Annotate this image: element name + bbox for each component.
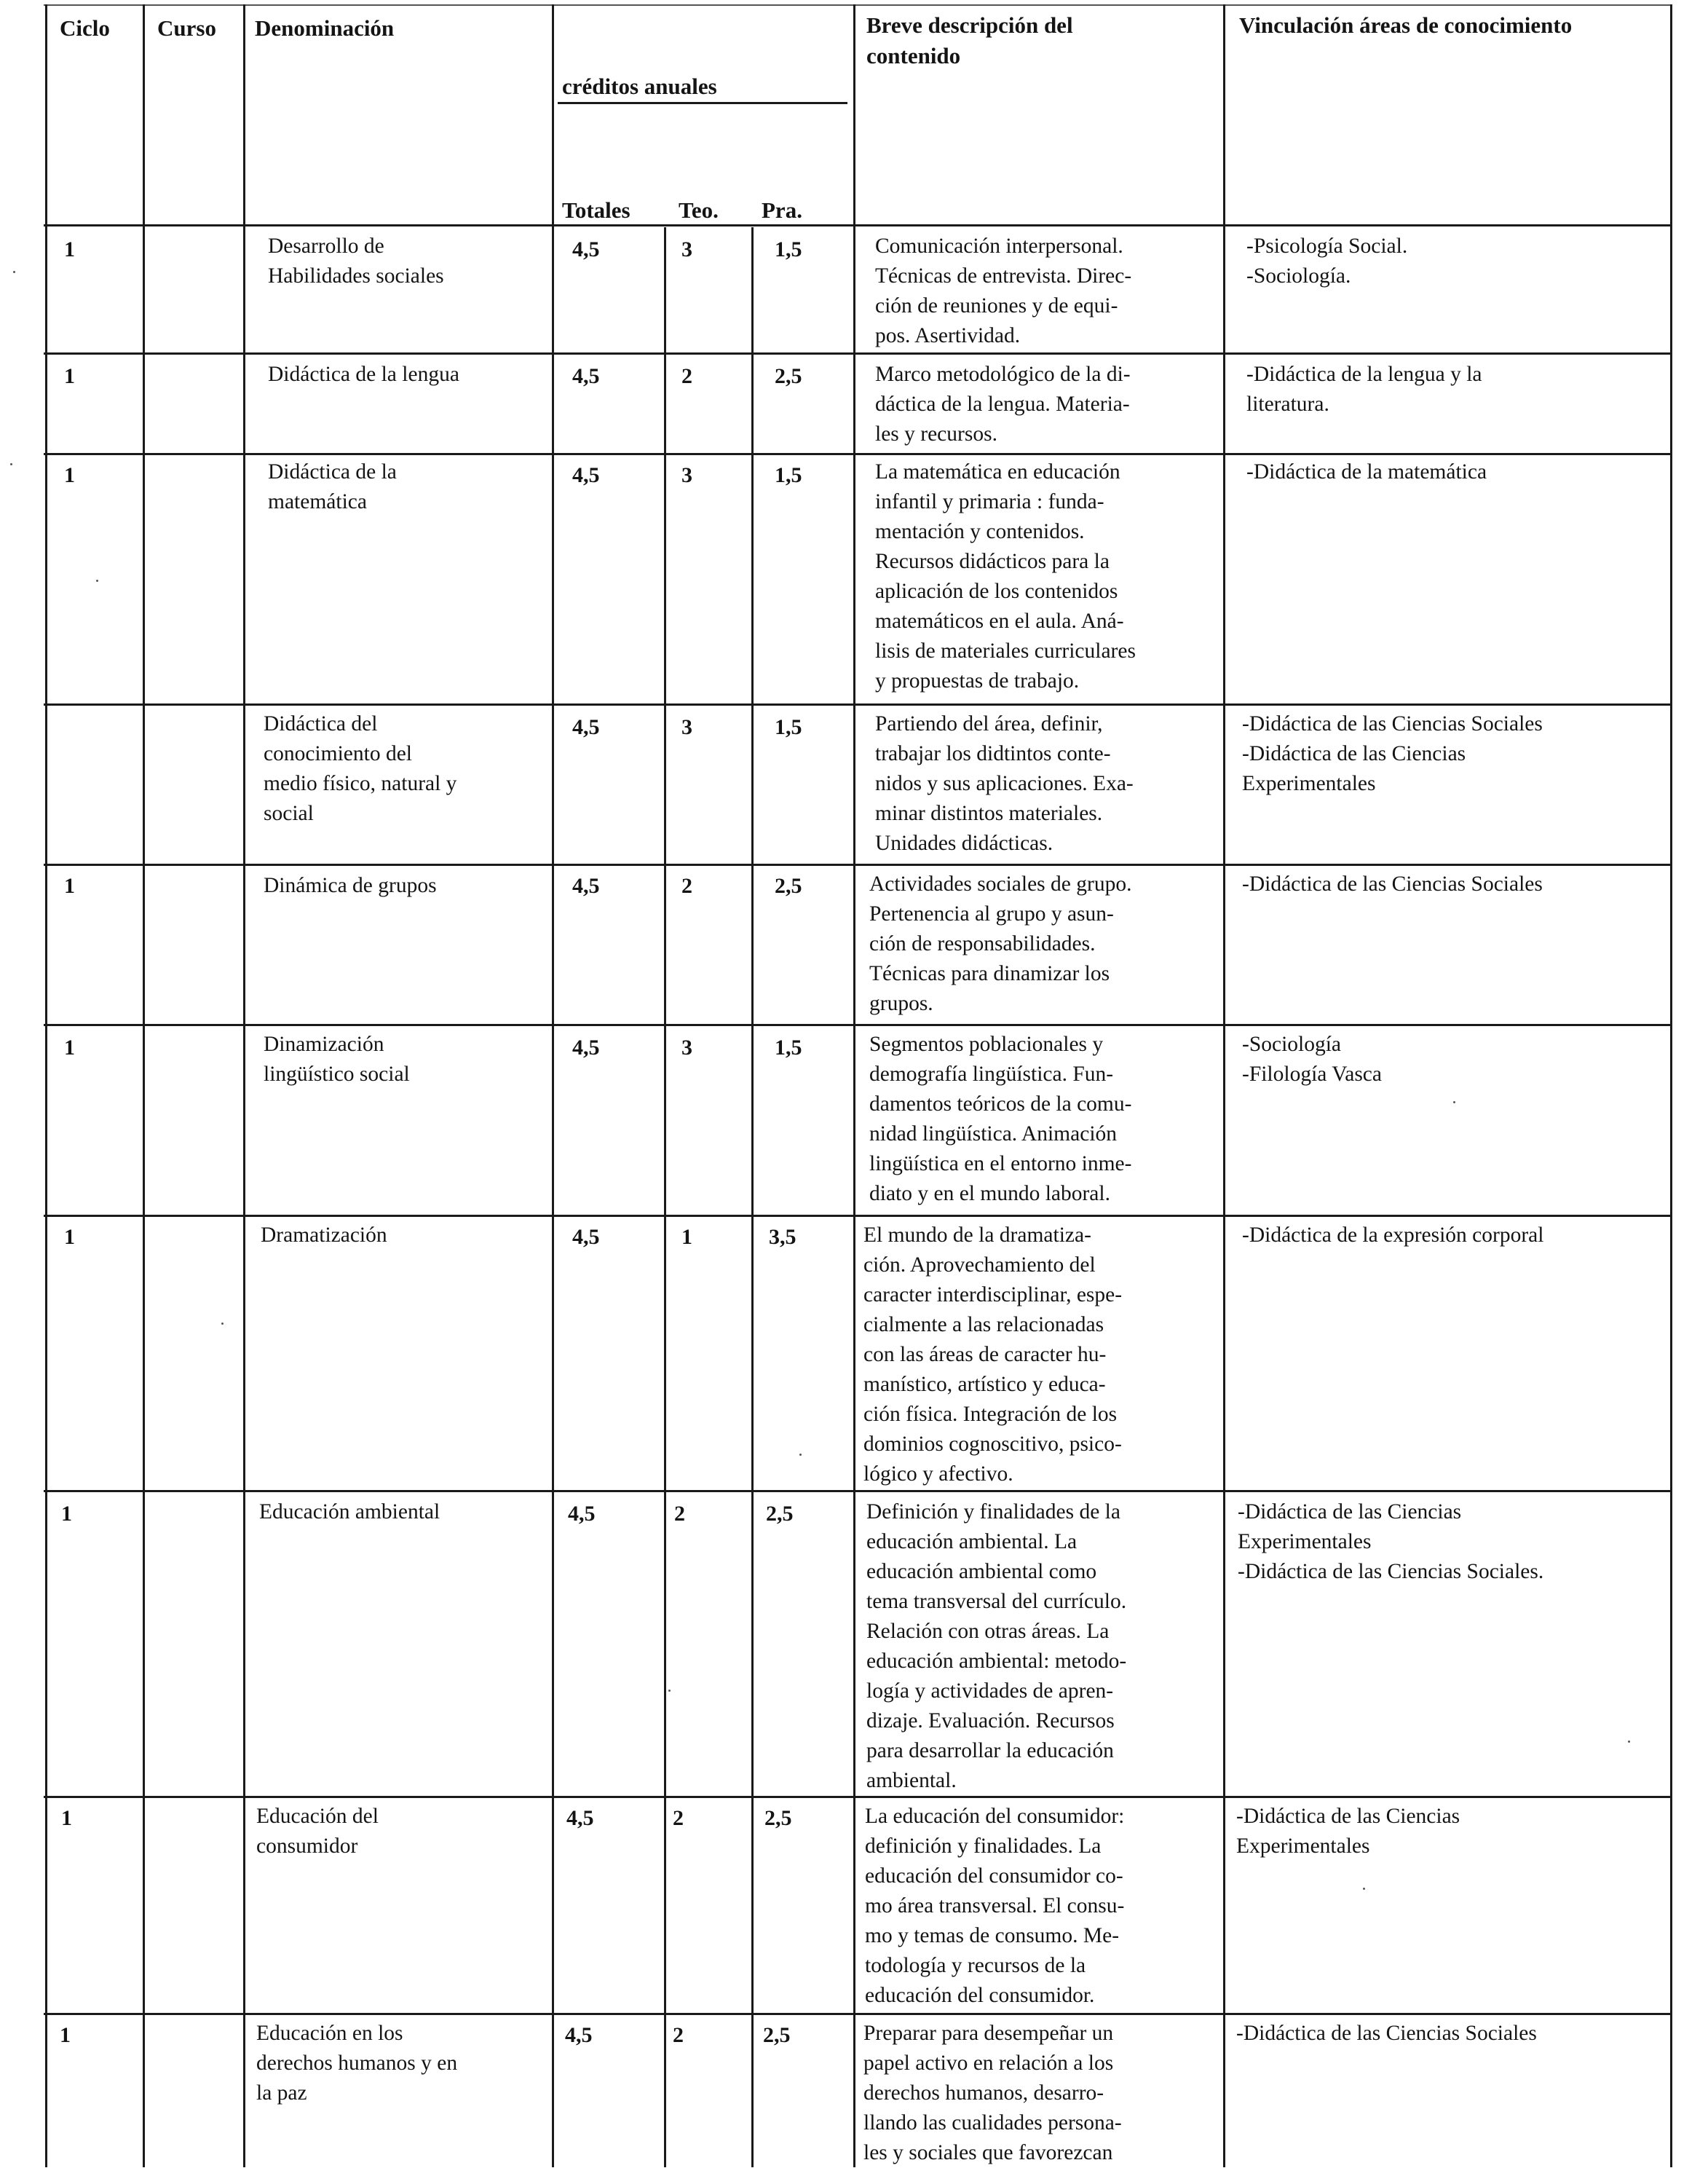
cell-denominacion: Didáctica de la matemática xyxy=(268,460,397,513)
scan-speck xyxy=(221,1323,224,1325)
cell-vinculacion: -Psicología Social. -Sociología. xyxy=(1246,234,1408,288)
header-ciclo: Ciclo xyxy=(60,15,110,41)
cell-teo: 3 xyxy=(681,237,692,261)
cell-descripcion: La educación del consumidor: definición y finalidades. La educación del consumidor co- mo área transversal. El consu- mo y temas de consumo. Me- todología y recursos de la educación del consumidor. xyxy=(865,1805,1125,2007)
cell-vinculacion: -Didáctica de la expresión corporal xyxy=(1242,1223,1544,1247)
cell-totales: 4,5 xyxy=(572,364,600,388)
cell-descripcion: Comunicación interpersonal. Técnicas de entrevista. Direc- ción de reuniones y de equi- pos. Asertividad. xyxy=(875,234,1132,347)
row-separator xyxy=(44,1490,1672,1492)
col-line-totales xyxy=(664,227,666,2167)
cell-pra: 2,5 xyxy=(775,364,802,388)
header-pra: Pra. xyxy=(762,197,802,223)
scan-speck xyxy=(1363,1888,1365,1890)
col-line-curso xyxy=(243,4,245,2167)
scan-speck xyxy=(1628,1741,1630,1743)
row-separator xyxy=(44,1024,1672,1026)
cell-vinculacion: -Didáctica de la matemática xyxy=(1246,460,1487,484)
cell-teo: 2 xyxy=(681,364,692,388)
col-line-teo xyxy=(751,227,754,2167)
creditos-underline xyxy=(558,102,847,104)
row-separator xyxy=(44,2013,1672,2015)
cell-ciclo: 1 xyxy=(64,1225,75,1249)
cell-denominacion: Desarrollo de Habilidades sociales xyxy=(268,234,444,288)
cell-teo: 1 xyxy=(681,1225,692,1249)
header-teo: Teo. xyxy=(679,197,719,223)
header-totales: Totales xyxy=(562,197,630,223)
cell-pra: 3,5 xyxy=(769,1225,796,1249)
cell-teo: 3 xyxy=(681,715,692,739)
row-separator xyxy=(44,1796,1672,1798)
cell-totales: 4,5 xyxy=(572,715,600,739)
col-line-ciclo xyxy=(143,4,145,2167)
cell-totales: 4,5 xyxy=(572,874,600,898)
cell-denominacion: Educación en los derechos humanos y en la paz xyxy=(256,2022,458,2105)
cell-ciclo: 1 xyxy=(64,463,75,487)
cell-totales: 4,5 xyxy=(572,1225,600,1249)
cell-descripcion: Marco metodológico de la di- dáctica de la lengua. Materia- les y recursos. xyxy=(875,363,1131,446)
cell-ciclo: 1 xyxy=(64,874,75,898)
cell-vinculacion: -Didáctica de la lengua y la literatura. xyxy=(1246,363,1482,416)
cell-vinculacion: -Didáctica de las Ciencias Experimentales -Didáctica de las Ciencias Sociales. xyxy=(1238,1500,1544,1583)
header-denominacion: Denominación xyxy=(255,15,395,41)
scan-speck xyxy=(13,271,15,273)
cell-descripcion: Segmentos poblacionales y demografía lingüística. Fun- damentos teóricos de la comu- nidad lingüística. Animación lingüística en el entorno inme- diato y en el mundo laboral. xyxy=(869,1033,1132,1205)
cell-pra: 1,5 xyxy=(775,1036,802,1060)
cell-teo: 2 xyxy=(673,1806,684,1830)
cell-pra: 2,5 xyxy=(775,874,802,898)
cell-ciclo: 1 xyxy=(61,1502,72,1526)
cell-ciclo: 1 xyxy=(61,1806,72,1830)
row-separator xyxy=(44,352,1672,355)
cell-denominacion: Dinámica de grupos xyxy=(264,874,437,897)
cell-pra: 1,5 xyxy=(775,715,802,739)
header-creditos-anuales: créditos anuales xyxy=(562,74,717,99)
scan-speck xyxy=(799,1454,802,1456)
cell-ciclo: 1 xyxy=(64,364,75,388)
cell-denominacion: Didáctica del conocimiento del medio físico, natural y social xyxy=(264,712,457,825)
scan-speck xyxy=(10,463,12,465)
cell-vinculacion: -Didáctica de las Ciencias Sociales xyxy=(1236,2022,1537,2045)
header-top-border xyxy=(44,4,1672,6)
row-separator xyxy=(44,703,1672,706)
cell-pra: 2,5 xyxy=(763,2023,791,2047)
header-bottom-border xyxy=(44,224,1672,226)
cell-totales: 4,5 xyxy=(572,1036,600,1060)
scan-speck xyxy=(668,1690,671,1692)
cell-pra: 1,5 xyxy=(775,237,802,261)
cell-pra: 1,5 xyxy=(775,463,802,487)
cell-totales: 4,5 xyxy=(572,463,600,487)
cell-teo: 2 xyxy=(674,1502,685,1526)
row-separator xyxy=(44,1215,1672,1217)
cell-ciclo: 1 xyxy=(60,2023,71,2047)
col-line-creditos xyxy=(853,4,855,2167)
cell-totales: 4,5 xyxy=(566,1806,594,1830)
col-line-descripcion xyxy=(1223,4,1225,2167)
col-line-right xyxy=(1670,4,1672,2167)
cell-denominacion: Dramatización xyxy=(261,1223,387,1247)
cell-teo: 3 xyxy=(681,463,692,487)
cell-descripcion: Preparar para desempeñar un papel activo en relación a los derechos humanos, desarro- llando las cualidades persona- les y sociales que favorezcan xyxy=(863,2022,1122,2164)
cell-denominacion: Educación del consumidor xyxy=(256,1805,379,1858)
cell-ciclo: 1 xyxy=(64,237,75,261)
cell-vinculacion: -Didáctica de las Ciencias Sociales xyxy=(1242,872,1543,896)
header-vinculacion: Vinculación áreas de conocimiento xyxy=(1239,12,1573,38)
cell-teo: 2 xyxy=(681,874,692,898)
row-separator xyxy=(44,864,1672,866)
row-separator xyxy=(44,453,1672,455)
cell-teo: 2 xyxy=(673,2023,684,2047)
scan-speck xyxy=(1453,1101,1455,1103)
cell-descripcion: El mundo de la dramatiza- ción. Aprovechamiento del caracter interdisciplinar, espe- cialmente a las relacionadas con las áreas de caracter hu- manístico, artístico y educa- ción física. Integración de los dominios cognoscitivo, psico- lógico y afectivo. xyxy=(863,1223,1123,1486)
cell-denominacion: Educación ambiental xyxy=(259,1500,440,1523)
cell-denominacion: Dinamización lingüístico social xyxy=(264,1033,410,1086)
col-line-left xyxy=(45,4,47,2167)
cell-pra: 2,5 xyxy=(766,1502,794,1526)
cell-descripcion: Partiendo del área, definir, trabajar los didtintos conte- nidos y sus aplicaciones. Exa- minar distintos materiales. Unidades didácticas. xyxy=(875,712,1134,855)
header-descripcion: Breve descripción del contenido xyxy=(866,12,1073,68)
cell-vinculacion: -Didáctica de las Ciencias Sociales -Didáctica de las Ciencias Experimentales xyxy=(1242,712,1543,795)
cell-descripcion: La matemática en educación infantil y primaria : funda- mentación y contenidos. Recursos didácticos para la aplicación de los contenidos matemáticos en el aula. Aná- lisis de materiales curriculares y propuestas de trabajo. xyxy=(875,460,1136,693)
cell-vinculacion: -Didáctica de las Ciencias Experimentales xyxy=(1236,1805,1460,1858)
cell-vinculacion: -Sociología -Filología Vasca xyxy=(1242,1033,1382,1086)
cell-totales: 4,5 xyxy=(565,2023,593,2047)
cell-ciclo: 1 xyxy=(64,1036,75,1060)
cell-descripcion: Actividades sociales de grupo. Pertenencia al grupo y asun- ción de responsabilidades. Técnicas para dinamizar los grupos. xyxy=(869,872,1132,1015)
scan-speck xyxy=(96,580,98,582)
cell-totales: 4,5 xyxy=(572,237,600,261)
cell-descripcion: Definición y finalidades de la educación ambiental. La educación ambiental como tema transversal del currículo. Relación con otras áreas. La educación ambiental: metodo- logía y actividades de apren- dizaje. Evaluación. Recursos para desarrollar la educación ambiental. xyxy=(866,1500,1127,1792)
cell-totales: 4,5 xyxy=(568,1502,596,1526)
cell-teo: 3 xyxy=(681,1036,692,1060)
cell-pra: 2,5 xyxy=(764,1806,792,1830)
cell-denominacion: Didáctica de la lengua xyxy=(268,363,459,386)
header-curso: Curso xyxy=(157,15,216,41)
col-line-denominacion xyxy=(552,4,554,2167)
